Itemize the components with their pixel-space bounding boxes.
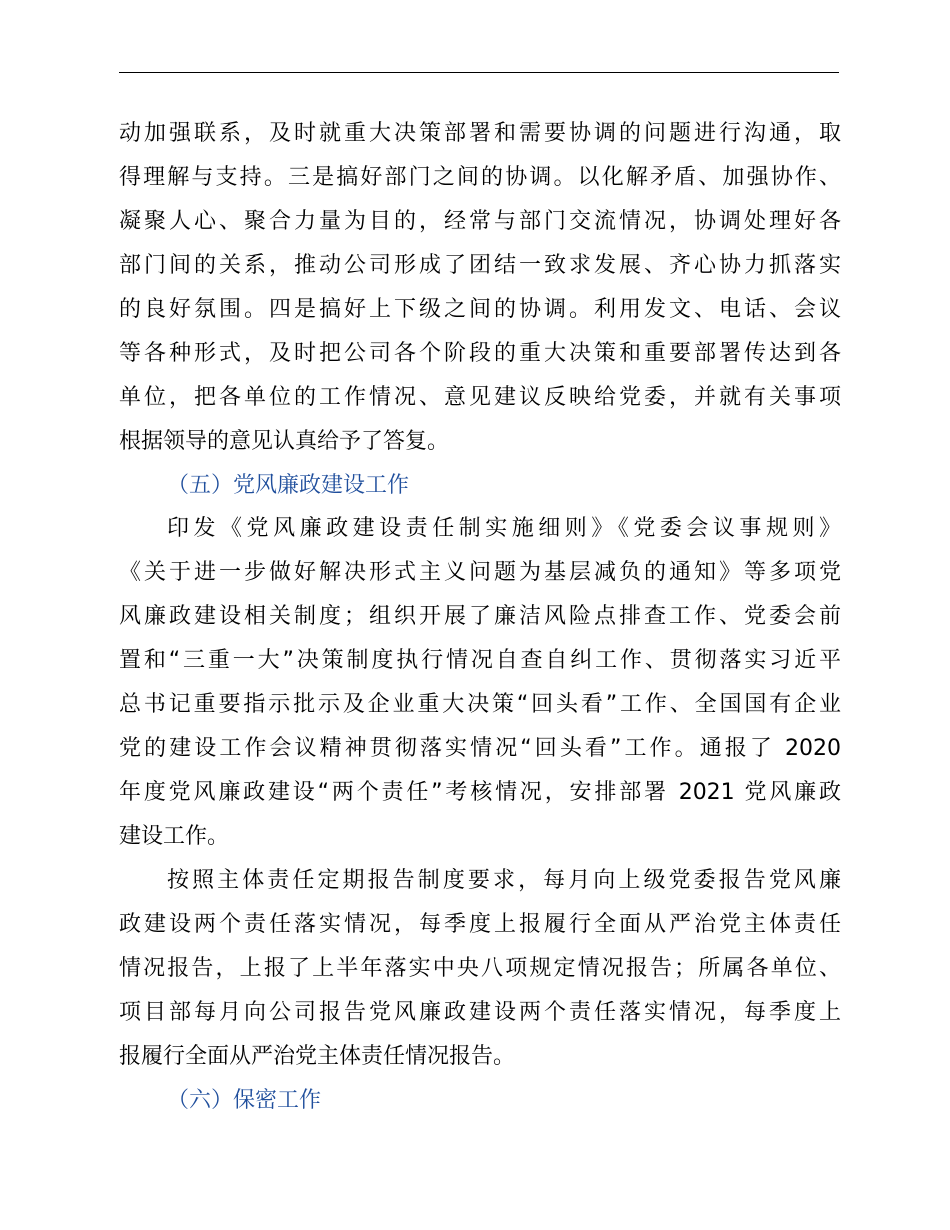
paragraph-line: 报履行全面从严治党主体责任情况报告。 (119, 1044, 516, 1069)
paragraph-line: 政建设两个责任落实情况，每季度上报履行全面从严治党主体责任 (119, 912, 841, 937)
paragraph-line: 得理解与支持。三是搞好部门之间的协调。以化解矛盾、加强协作、 (119, 165, 841, 190)
paragraph-line: 根据领导的意见认真给予了答复。 (119, 429, 450, 454)
paragraph-line: 印发《党风廉政建设责任制实施细则》《党委会议事规则》 (167, 516, 841, 541)
section-heading-6: （六）保密工作 (167, 1088, 322, 1113)
paragraph-line: 置和“三重一大”决策制度执行情况自查自纠工作、贯彻落实习近平 (119, 648, 841, 673)
paragraph-line: 总书记重要指示批示及企业重大决策“回头看”工作、全国国有企业 (119, 692, 841, 717)
paragraph-line: 风廉政建设相关制度；组织开展了廉洁风险点排查工作、党委会前 (119, 604, 841, 629)
paragraph-line: 《关于进一步做好解决形式主义问题为基层减负的通知》等多项党 (119, 560, 841, 585)
paragraph-line: 党的建设工作会议精神贯彻落实情况“回头看”工作。通报了 2020 (119, 736, 841, 761)
section-heading-5: （五）党风廉政建设工作 (167, 473, 410, 498)
paragraph-line: 项目部每月向公司报告党风廉政建设两个责任落实情况，每季度上 (119, 1000, 841, 1025)
paragraph-line: 按照主体责任定期报告制度要求，每月向上级党委报告党风廉 (167, 868, 841, 893)
paragraph-line: 等各种形式，及时把公司各个阶段的重大决策和重要部署传达到各 (119, 341, 841, 366)
paragraph-line: 单位，把各单位的工作情况、意见建议反映给党委，并就有关事项 (119, 385, 841, 410)
paragraph-line: 建设工作。 (119, 824, 230, 849)
paragraph-line: 凝聚人心、聚合力量为目的，经常与部门交流情况，协调处理好各 (119, 209, 841, 234)
header-rule (119, 72, 839, 73)
paragraph-line: 动加强联系，及时就重大决策部署和需要协调的问题进行沟通，取 (119, 121, 841, 146)
paragraph-line: 部门间的关系，推动公司形成了团结一致求发展、齐心协力抓落实 (119, 253, 841, 278)
paragraph-line: 情况报告，上报了上半年落实中央八项规定情况报告；所属各单位、 (119, 956, 841, 981)
paragraph-line: 年度党风廉政建设“两个责任”考核情况，安排部署 2021 党风廉政 (119, 780, 841, 805)
paragraph-line: 的良好氛围。四是搞好上下级之间的协调。利用发文、电话、会议 (119, 297, 841, 322)
